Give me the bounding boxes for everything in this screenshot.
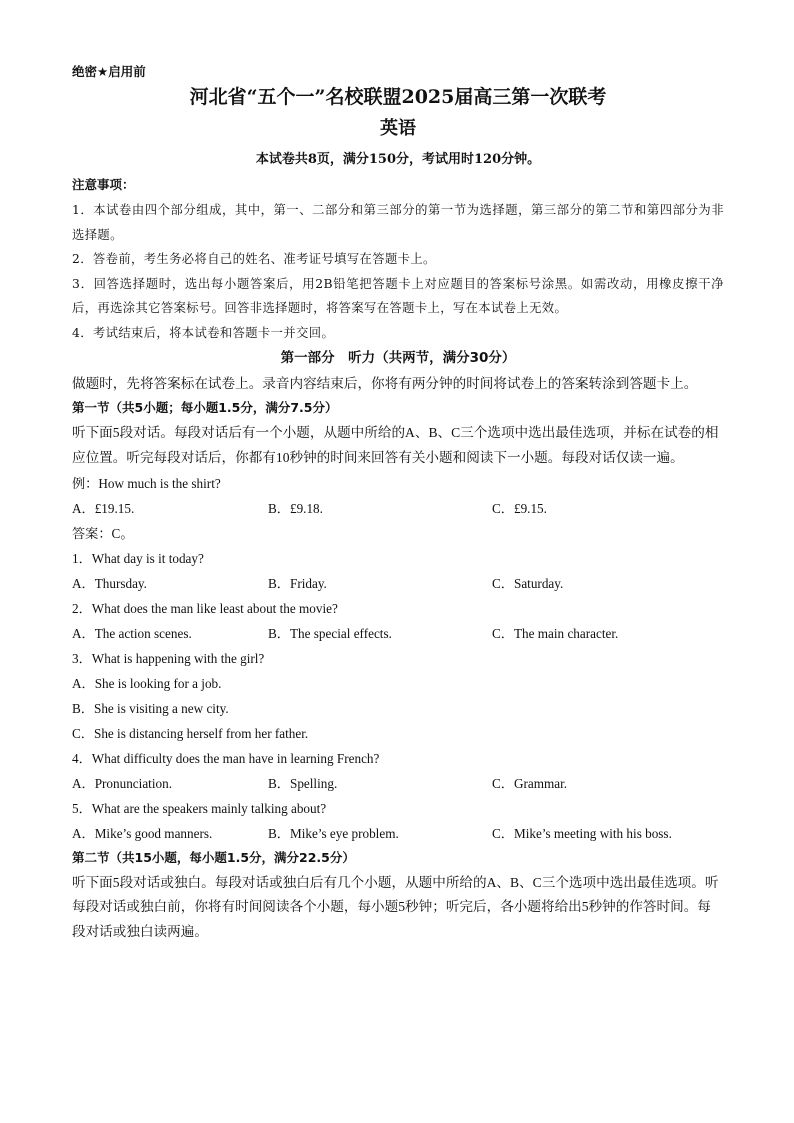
option-b: B．She is visiting a new city.	[72, 700, 229, 716]
option-b: B．The special effects.	[268, 625, 392, 641]
option-b: B．Mike’s eye problem.	[268, 825, 399, 841]
option-c: C．Saturday.	[492, 575, 564, 591]
notice-heading: 注意事项：	[72, 177, 135, 192]
option-a: A．£19.15.	[72, 500, 135, 516]
option-a: A．Mike’s good manners.	[72, 825, 213, 841]
exam-page	[72, 62, 724, 945]
question-4-options	[72, 771, 724, 796]
option-b: B．Friday.	[268, 575, 327, 591]
example-question: 例：How much is the shirt?	[72, 475, 221, 491]
notice-item: 1．本试卷由四个部分组成，其中，第一、二部分和第三部分的第一节为选择题，第三部分的第二节和第四部分为非选择题。	[72, 203, 724, 242]
question-1-options	[72, 571, 724, 596]
part1-heading: 第一部分 听力（共两节，满分30分）	[280, 349, 516, 366]
option-c: C．£9.15.	[492, 500, 547, 516]
option-b: B．Spelling.	[268, 775, 338, 791]
question-2-options	[72, 621, 724, 646]
section2-instructions: 听下面5段对话或独白。每段对话或独白后有几个小题，从题中所给的A、B、C三个选项中选出最佳选项。听每段对话或独白前，你将有时间阅读各个小题，每小题5秒钟；听完后，各小题将给出5秒钟的作答时间。每段对话或独白读两遍。	[72, 874, 719, 940]
example-answer: 答案：C。	[72, 525, 134, 541]
option-c: C．The main character.	[492, 625, 619, 641]
subject-title: 英语	[380, 118, 416, 139]
option-a: A．Pronunciation.	[72, 775, 172, 791]
option-c: C．Grammar.	[492, 775, 568, 791]
question-3: 3．What is happening with the girl?	[72, 650, 265, 666]
question-5-options	[72, 821, 724, 846]
part1-intro: 做题时，先将答案标在试卷上。录音内容结束后，你将有两分钟的时间将试卷上的答案转涂到答题卡上。	[72, 375, 698, 391]
confidential-label: 绝密★启用前	[72, 64, 146, 79]
question-4: 4．What difficulty does the man have in learning French?	[72, 750, 380, 766]
section1-heading: 第一节（共5小题；每小题1.5分，满分7.5分）	[72, 400, 338, 416]
option-a: A．Thursday.	[72, 575, 147, 591]
section1-instructions: 听下面5段对话。每段对话后有一个小题，从题中所给的A、B、C三个选项中选出最佳选项，并标在试卷的相应位置。听完每段对话后，你都有10秒钟的时间来回答有关小题和阅读下一小题。每段对话仅读一遍。	[72, 425, 719, 465]
section2-heading: 第二节（共15小题，每小题1.5分，满分22.5分）	[72, 849, 355, 865]
notice-item: 3．回答选择题时，选出每小题答案后，用2B铅笔把答题卡上对应题目的答案标号涂黑。如需改动，用橡皮擦干净后，再选涂其它答案标号。回答非选择题时，将答案写在答题卡上，写在本试卷上无效。	[72, 276, 724, 316]
question-5: 5．What are the speakers mainly talking about?	[72, 800, 327, 816]
notice-list	[72, 198, 724, 346]
notice-item: 4．考试结束后，将本试卷和答题卡一并交回。	[72, 325, 335, 340]
notice-item: 2．答卷前，考生务必将自己的姓名、准考证号填写在答题卡上。	[72, 252, 436, 267]
question-1: 1．What day is it today?	[72, 550, 204, 566]
option-a: A．The action scenes.	[72, 625, 192, 641]
option-a: A．She is looking for a job.	[72, 675, 222, 691]
option-c: C．Mike’s meeting with his boss.	[492, 825, 672, 841]
example-options	[72, 496, 724, 521]
option-c: C．She is distancing herself from her father.	[72, 725, 309, 741]
exam-info: 本试卷共8页，满分150分，考试用时120分钟。	[255, 152, 541, 167]
exam-title: 河北省“五个一”名校联盟2025届高三第一次联考	[189, 86, 607, 108]
option-b: B．£9.18.	[268, 500, 323, 516]
question-2: 2．What does the man like least about the movie?	[72, 600, 338, 616]
